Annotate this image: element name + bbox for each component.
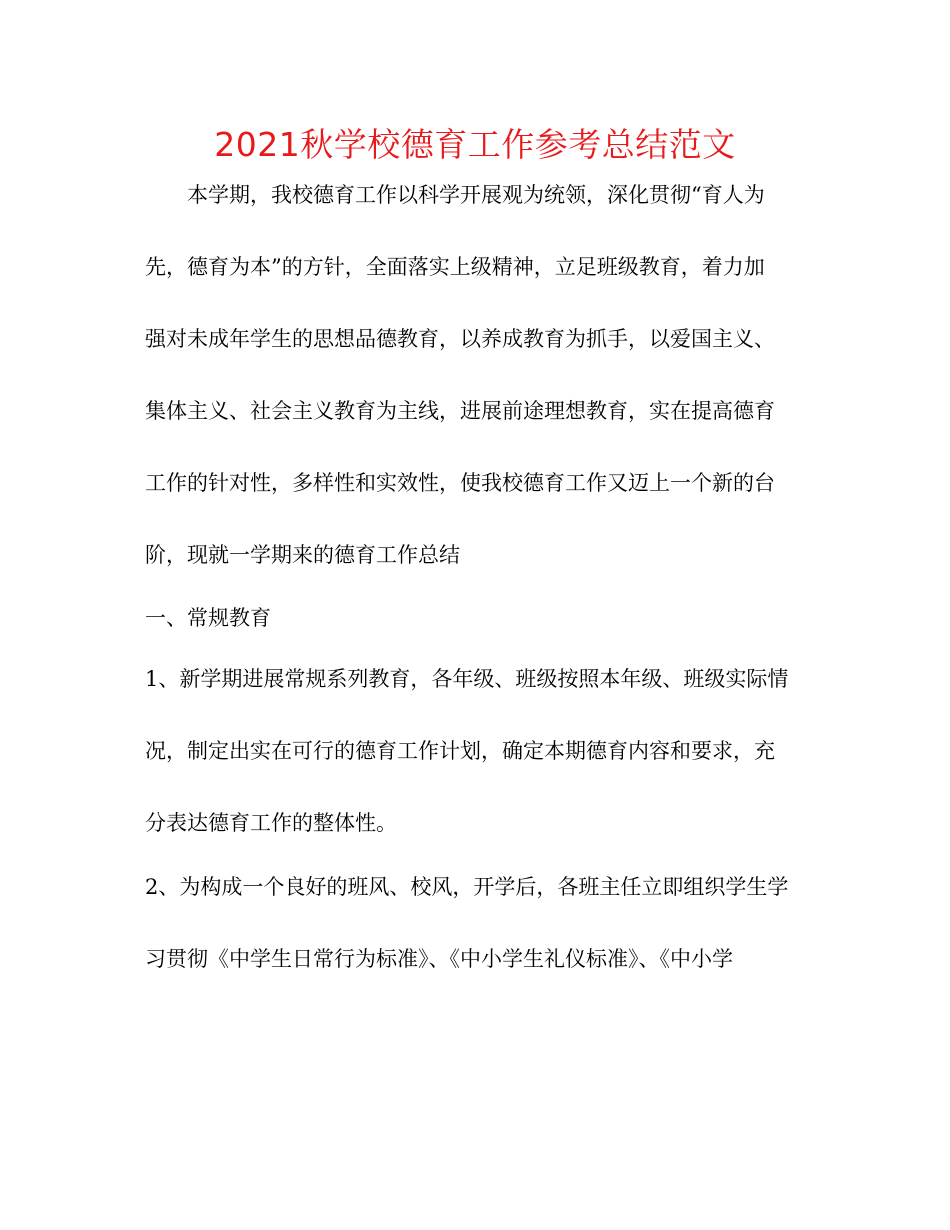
section-heading: 一、常规教育 — [145, 606, 271, 630]
item1-line-2: 况，制定出实在可行的德育工作计划，确定本期德育内容和要求，充 — [145, 739, 775, 763]
intro-line-3: 强对未成年学生的思想品德教育，以养成教育为抓手，以爱国主义、 — [145, 327, 775, 351]
item1-line-1: 1、新学期进展常规系列教育，各年级、班级按照本年级、班级实际情 — [145, 667, 789, 691]
document-title: 2021秋学校德育工作参考总结范文 — [214, 125, 736, 164]
intro-line-6: 阶，现就一学期来的德育工作总结 — [145, 543, 460, 567]
intro-line-4: 集体主义、社会主义教育为主线，进展前途理想教育，实在提高德育 — [145, 399, 775, 423]
intro-line-5: 工作的针对性，多样性和实效性，使我校德育工作又迈上一个新的台 — [145, 471, 775, 495]
item2-line-2: 习贯彻《中学生日常行为标准》、《中小学生礼仪标准》、《中小学 — [145, 947, 733, 971]
intro-line-1: 本学期，我校德育工作以科学开展观为统领，深化贯彻“育人为 — [187, 183, 765, 207]
item2-line-1: 2、为构成一个良好的班风、校风，开学后，各班主任立即组织学生学 — [145, 875, 789, 899]
item1-line-3: 分表达德育工作的整体性。 — [145, 811, 397, 835]
intro-line-2: 先，德育为本”的方针，全面落实上级精神，立足班级教育，着力加 — [145, 255, 765, 279]
